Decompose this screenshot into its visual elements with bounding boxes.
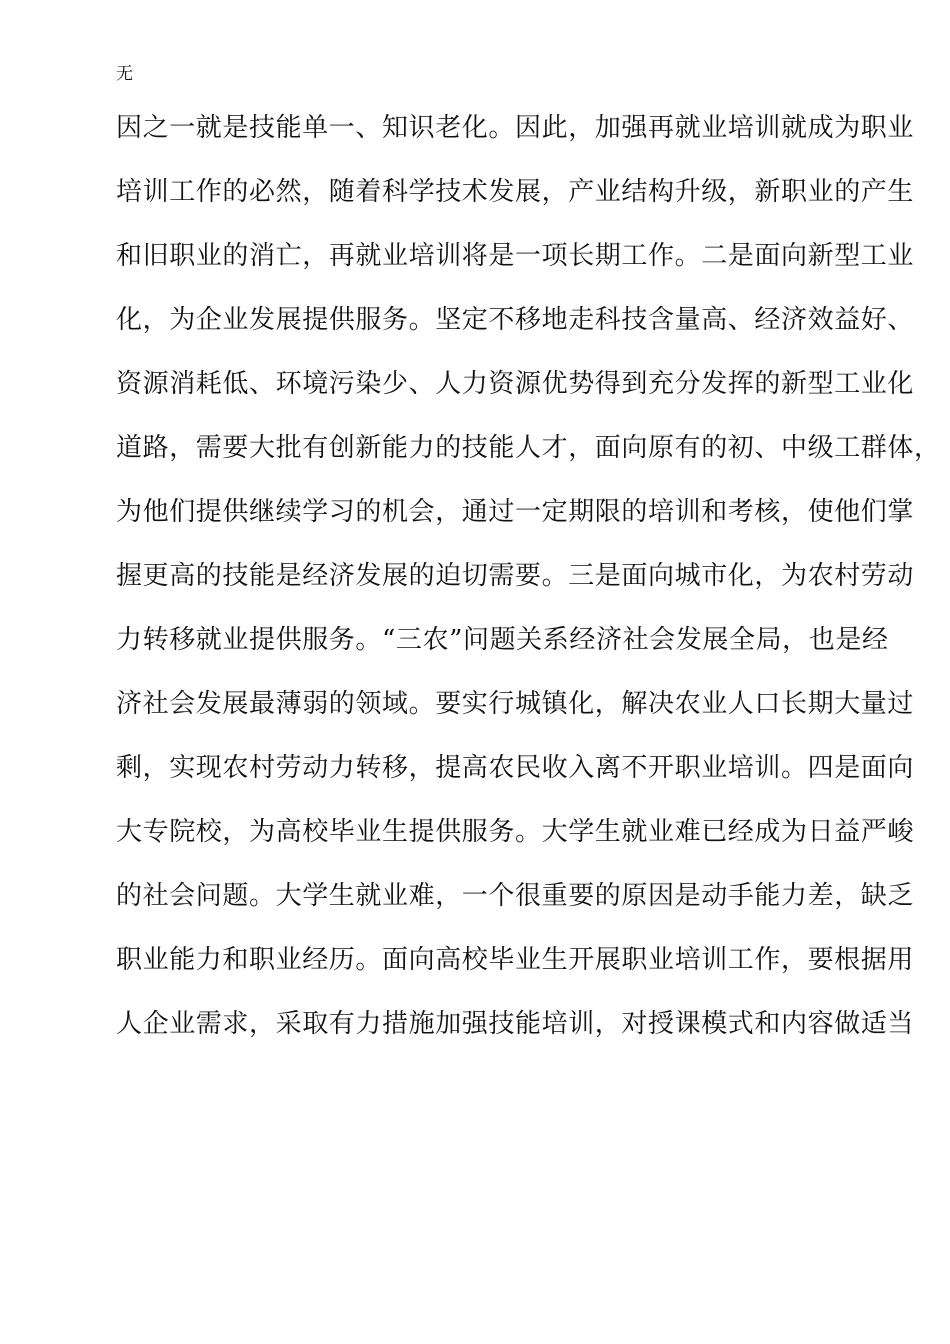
text-line: 人企业需求，采取有力措施加强技能培训，对授课模式和内容做适当 [116,1009,915,1039]
text-line: 道路，需要大批有创新能力的技能人才，面向原有的初、中级工群体， [116,433,941,463]
text-line: 的社会问题。大学生就业难，一个很重要的原因是动手能力差，缺乏 [116,881,915,911]
text-line: 大专院校，为高校毕业生提供服务。大学生就业难已经成为日益严峻 [116,817,915,847]
header-mark: 无 [116,64,133,84]
text-line: 握更高的技能是经济发展的迫切需要。三是面向城市化，为农村劳动 [116,561,915,591]
text-line: 力转移就业提供服务。“三农”问题关系经济社会发展全局，也是经 [116,625,889,655]
text-line: 因之一就是技能单一、知识老化。因此，加强再就业培训就成为职业 [116,113,915,143]
text-line: 剩，实现农村劳动力转移，提高农民收入离不开职业培训。四是面向 [116,753,915,783]
text-line: 和旧职业的消亡，再就业培训将是一项长期工作。二是面向新型工业 [116,241,915,271]
text-line: 培训工作的必然，随着科学技术发展，产业结构升级，新职业的产生 [116,177,915,207]
text-line: 济社会发展最薄弱的领域。要实行城镇化，解决农业人口长期大量过 [116,689,915,719]
text-line: 资源消耗低、环境污染少、人力资源优势得到充分发挥的新型工业化 [116,369,915,399]
text-line: 化，为企业发展提供服务。坚定不移地走科技含量高、经济效益好、 [116,305,915,335]
text-line: 为他们提供继续学习的机会，通过一定期限的培训和考核，使他们掌 [116,497,915,527]
body-text [116,98,941,1058]
text-line: 职业能力和职业经历。面向高校毕业生开展职业培训工作，要根据用 [116,945,915,975]
